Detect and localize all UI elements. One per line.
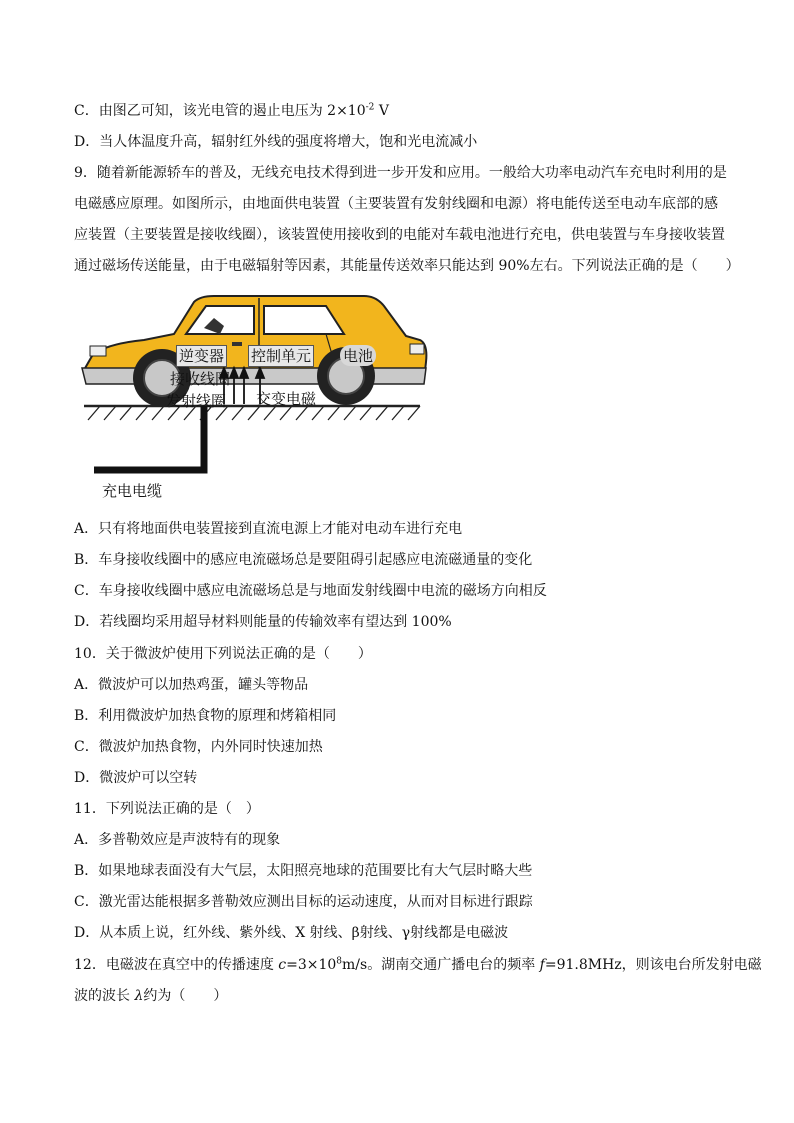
q9-stem-line-3: 应装置（主要装置是接收线圈），该装置使用接收到的电能对车载电池进行充电，供电装置与车身接收装置 [74, 227, 725, 243]
q12-stem-line-2: 波的波长 λ约为（ ） [74, 988, 228, 1004]
q11-option-a: A．多普勒效应是声波特有的现象 [74, 832, 281, 848]
control-unit-label: 控制单元 [248, 345, 314, 367]
q11-stem: 11．下列说法正确的是（ ） [74, 801, 260, 817]
alternating-field-label: 交变电磁 [256, 390, 317, 408]
q9-option-b: B．车身接收线圈中的感应电流磁场总是要阻碍引起感应电流磁通量的变化 [74, 552, 533, 568]
q10-option-a: A．微波炉可以加热鸡蛋，罐头等物品 [74, 677, 309, 693]
q11-option-c: C．激光雷达能根据多普勒效应测出目标的运动速度，从而对目标进行跟踪 [74, 894, 533, 910]
transmit-coil-label: 发射线圈 [166, 392, 227, 410]
inverter-label: 逆变器 [176, 345, 227, 367]
q10-option-d: D．微波炉可以空转 [74, 770, 198, 786]
battery-label: 电池 [340, 345, 376, 366]
wireless-charging-figure [74, 288, 434, 508]
q9-stem-line-1: 9．随着新能源轿车的普及，无线充电技术得到进一步开发和应用。一般给大功率电动汽车充电时利用的是 [74, 165, 727, 181]
q9-stem-line-4: 通过磁场传送能量，由于电磁辐射等因素，其能量传送效率只能达到 90%左右。下列说法正确的是（ ） [74, 258, 740, 274]
receive-coil-label: 接收线圈 [170, 370, 231, 388]
q10-option-b: B．利用微波炉加热食物的原理和烤箱相同 [74, 708, 337, 724]
q10-stem: 10．关于微波炉使用下列说法正确的是（ ） [74, 646, 372, 662]
q11-option-d: D．从本质上说，红外线、紫外线、X 射线、β射线、γ射线都是电磁波 [74, 925, 509, 941]
q8-option-d: D．当人体温度升高，辐射红外线的强度将增大，饱和光电流减小 [74, 134, 478, 150]
q9-option-a: A．只有将地面供电装置接到直流电源上才能对电动车进行充电 [74, 521, 463, 537]
q10-option-c: C．微波炉加热食物，内外同时快速加热 [74, 739, 323, 755]
charging-cable-label: 充电电缆 [102, 482, 163, 500]
q9-stem-line-2: 电磁感应原理。如图所示，由地面供电装置（主要装置有发射线圈和电源）将电能传送至电动车底部的感 [74, 196, 718, 212]
q9-option-c: C．车身接收线圈中感应电流磁场总是与地面发射线圈中电流的磁场方向相反 [74, 583, 547, 599]
q8-option-c: C．由图乙可知，该光电管的遏止电压为 $2\times 10^{-2}$ V [74, 102, 389, 119]
q9-option-d: D．若线圈均采用超导材料则能量的传输效率有望达到 100% [74, 614, 452, 630]
q11-option-b: B．如果地球表面没有大气层，太阳照亮地球的范围要比有大气层时略大些 [74, 863, 533, 879]
q12-stem-line-1: 12．电磁波在真空中的传播速度 $c=3\times 10^8m/s$。湖南交通广播电台的频率 f=91.8MHz，则该电台所发射电磁 [74, 956, 762, 973]
